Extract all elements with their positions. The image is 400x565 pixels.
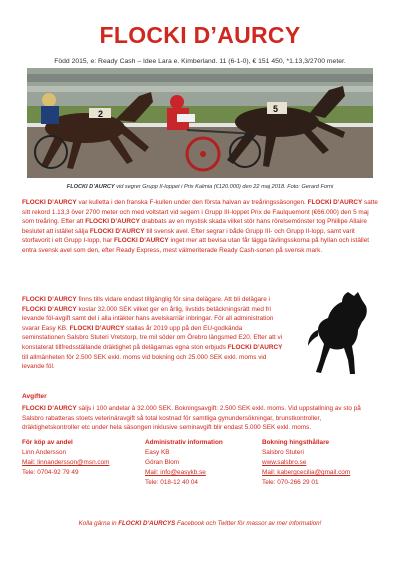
website-link[interactable]: www.salsbro.se (262, 459, 307, 466)
page-title: FLOCKI D’AURCY (99, 22, 301, 48)
contact-heading: För köp av andel (22, 439, 73, 446)
footer-text: Kolla gärna in (78, 520, 119, 527)
contact-phone: Tele: 0704-92 79 49 (22, 469, 79, 476)
career-paragraph (22, 198, 378, 256)
contact-name: Linn Andersson (22, 449, 67, 456)
footer-text: Facebook och Twitter för massor av mer information! (175, 520, 322, 527)
paragraph-text: var kulletta i den franska F-kullen under den första halvan av treåringssäsongen. (76, 199, 308, 206)
contact-company: Salsbro Stuteri (262, 449, 304, 456)
contact-heading: Administrativ information (145, 439, 223, 446)
paragraph-text: drabbats av en mystisk skada vilket stör hans rörelsemönster tog Phillipe Allaire beslutet att istället sälja (22, 218, 367, 235)
horse-name: FLOCKI D’AURCYS (118, 520, 176, 527)
race-photo (27, 68, 373, 178)
paragraph-text: kostar 32.000 SEK vilket ger en årlig, livstids betäckningsrätt med fri levande föl-avgift samt del i alla intäkter hans avelskarriär inbringar. För all administration svarar Easy KB. (22, 305, 274, 332)
contact-column-booking (262, 438, 380, 488)
horse-name: FLOCKI D’AURCY (69, 324, 125, 332)
fees-heading: Avgifter (22, 393, 47, 400)
paragraph-text: finns tills vidare endast tillgänglig för sina delägare. Att bli delägare i (76, 296, 270, 303)
paragraph-text: inget mer att bevisa utan får lägga tävlingsskorna på hyllan och istället entra svensk avel som den, efter Ready Express, mest välmeriterade Ready Cash-sonen på svensk mark. (22, 237, 370, 254)
horse-name: FLOCKI D’AURCY (114, 237, 169, 245)
horse-number-right: 5 (273, 104, 279, 114)
horse-name: FLOCKI D’AURCY (89, 227, 145, 235)
ownership-paragraph (22, 295, 284, 372)
horse-silhouette-icon (304, 288, 374, 376)
contact-email-link[interactable]: Mail: info@easykb.se (145, 469, 206, 476)
horse-name: FLOCKI D’AURCY (227, 343, 283, 351)
paragraph-text: till allmänheten för 2.500 SEK exkl. moms vid bokning och 25.000 SEK exkl. moms vid levande föl. (22, 353, 267, 371)
contact-company: Easy KB (145, 449, 170, 456)
horse-name: FLOCKI D’AURCY (22, 305, 77, 313)
horse-name: FLOCKI D’AURCY (307, 199, 363, 206)
paragraph-text: satte sitt rekord 1.13,3 över 2700 meter och med voltstart vid segern i Grupp III-loppet Prix de Faulquemont (€66.000) den 5 maj som treåring. Efter att (22, 199, 378, 226)
contact-heading: Bokning hingsthållare (262, 439, 330, 446)
contact-column-purchase (22, 438, 142, 478)
horse-name: FLOCKI D’AURCY (85, 218, 140, 226)
contact-email-link[interactable]: Mail: kabergcecilia@gmail.com (262, 469, 351, 476)
horse-name: FLOCKI D’AURCY (22, 296, 77, 303)
contact-phone: Tele: 018-12 40 04 (145, 479, 198, 486)
caption-text: vid segrer Grupp II-loppet i Prix Kalmia (€120.000) den 22 maj 2018. Foto: Gerard Forni (114, 184, 334, 190)
contact-email-link[interactable]: Mail: linnandersson@msn.com (22, 459, 110, 466)
caption-horse-name: FLOCKI D’AURCY (66, 184, 115, 190)
paragraph-text: stallas år 2019 upp på den EU-godkända seminstationen Salsbro Stuteri Vretstorp, tre mil söder om Örebro längsmed E20. Efter att vi konstaterat tillfredsställande dräktighet på delägarnas egna ston erbjuds (22, 324, 283, 351)
paragraph-text: till svensk avel. Efter segrar i både Grupp III- och Grupp II-lopp, samt varit storfavorit i ett Grupp I-lopp, har (22, 227, 355, 245)
horse-pedigree-summary: Född 2015, e: Ready Cash – Idee Lara e. Kimberland. 11 (6-1-0), € 151 450, *1.13,3/2700 meter. (54, 58, 346, 65)
contact-column-admin (145, 438, 255, 488)
horse-number-left: 2 (98, 109, 104, 119)
fees-paragraph (22, 404, 378, 433)
paragraph-text: säljs i 100 andelar à 32.000 SEK. Bokningsavgift: 2.500 SEK exkl. moms. Vid uppstallning av sto på Salsbro rabatteras stoets veterinäravgift så total kostnad för samtliga gynundersökningar, brunstkontroller, dräktighetskontroller etc under hela säsongen inklusive seminavgift blir endast 5.000 SEK exkl. moms. (22, 405, 361, 432)
social-media-note (0, 520, 400, 527)
horse-name: FLOCKI D’AURCY (22, 405, 77, 412)
contact-name: Göran Blom (145, 459, 180, 466)
horse-name: FLOCKI D’AURCY (22, 199, 77, 206)
contact-phone: Tele: 070-266 29 01 (262, 479, 319, 486)
photo-caption (20, 184, 380, 190)
